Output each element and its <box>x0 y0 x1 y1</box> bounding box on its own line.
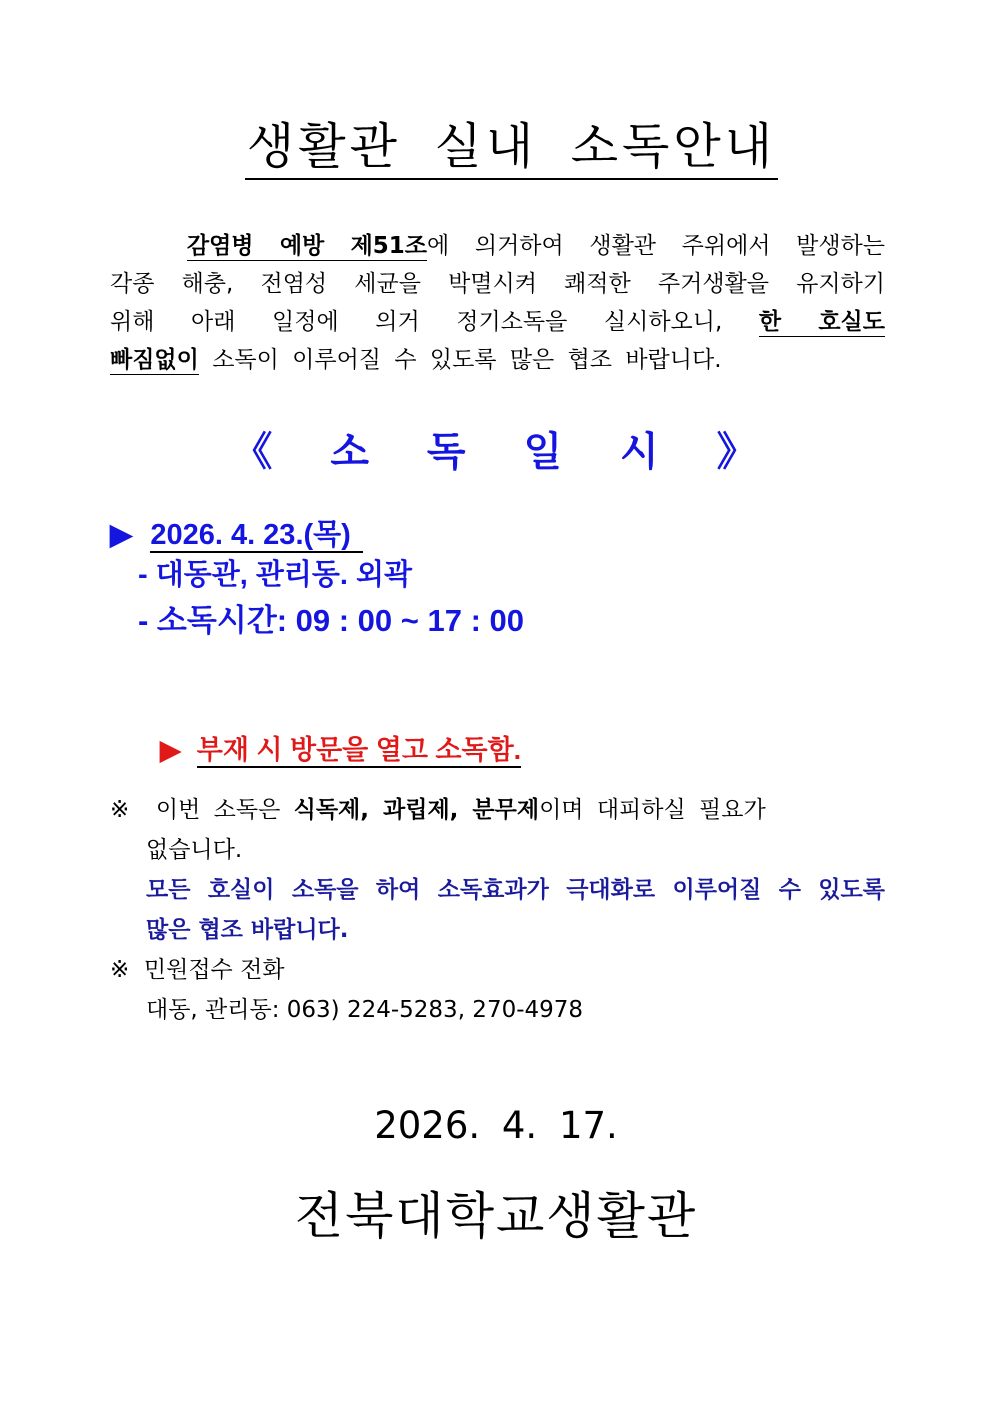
schedule-date-row <box>110 512 363 553</box>
reference-mark-icon: ※ <box>110 957 130 983</box>
note-cooperation-line1: 모든 호실이 소독을 하여 소독효과가 극대화로 이루어질 수 있도록 <box>146 877 885 903</box>
intro-line-3 <box>110 308 885 336</box>
triangle-right-icon: ▶ <box>110 519 133 551</box>
intro-line-4-text: 소독이 이루어질 수 있도록 많은 협조 바랍니다. <box>212 347 722 373</box>
schedule-time: - 소독시간: 09 : 00 ~ 17 : 00 <box>138 603 525 638</box>
organization-name: 전북대학교생활관 <box>294 1187 698 1245</box>
disinfectant-types: 식독제, 과립제, 분무제 <box>293 797 540 823</box>
schedule-location: - 대동관, 관리동. 외곽 <box>138 559 413 591</box>
without-exception-emphasis: 빠짐없이 <box>110 347 199 373</box>
reference-mark-icon: ※ <box>110 797 130 823</box>
absence-notice <box>160 728 521 767</box>
law-reference: 감염병 예방 제51조 <box>186 233 428 259</box>
every-room-emphasis: 한 호실도 <box>758 309 885 335</box>
contact-phone-numbers: 대동, 관리동: 063) 224-5283, 270-4978 <box>146 997 584 1023</box>
schedule-date: 2026. 4. 23.(목) <box>150 519 363 553</box>
note-disinfectant-line2: 없습니다. <box>146 837 243 863</box>
note-disinfectant-rest: 이며 대피하실 필요가 <box>539 797 766 823</box>
intro-line-3-text: 위해 아래 일정에 의거 정기소독을 실시하오니, <box>110 309 723 335</box>
absence-notice-text: 부재 시 방문을 열고 소독함. <box>197 735 521 768</box>
intro-line-1 <box>110 232 885 260</box>
document-title-text: 생활관 실내 소독안내 <box>245 120 778 180</box>
intro-line-4 <box>110 346 885 374</box>
intro-line-1-text: 에 의거하여 생활관 주위에서 발생하는 <box>427 233 885 259</box>
issue-date: 2026. 4. 17. <box>374 1104 618 1147</box>
note-cooperation-line2: 많은 협조 바랍니다. <box>146 917 349 943</box>
triangle-right-icon: ▶ <box>160 735 181 765</box>
note-contact <box>110 956 285 984</box>
intro-line-2-text: 각종 해충, 전염성 세균을 박멸시켜 쾌적한 주거생활을 유지하기 <box>110 271 885 297</box>
schedule-heading: 《 소 독 일 시 》 <box>232 429 760 475</box>
note-contact-label: 민원접수 전화 <box>143 957 285 983</box>
note-disinfectant-prefix: 이번 소독은 <box>155 797 281 823</box>
intro-line-2 <box>110 270 885 298</box>
document-title <box>0 118 992 180</box>
note-disinfectant <box>110 796 766 824</box>
